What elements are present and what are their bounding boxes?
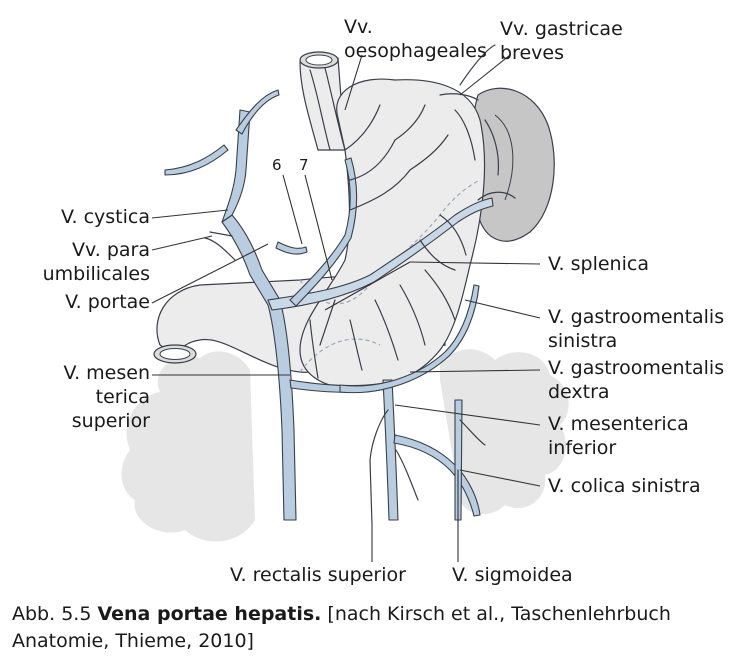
label-v-mesenterica-superior [10, 361, 150, 433]
label-line: umbilicales [42, 263, 150, 285]
label-v-sigmoidea: V. sigmoidea [452, 564, 573, 586]
label-line: V. gastroomentalis [548, 306, 725, 328]
label-line: breves [500, 42, 564, 64]
caption-source: [nach Kirsch et al., Taschenlehrbuch Anatomie, Thieme, 2010] [12, 603, 671, 652]
label-number-7: 7 [299, 156, 309, 174]
label-vv-gastricae-breves [500, 17, 623, 65]
label-line: V. gastroomentalis [548, 357, 725, 379]
label-line: dextra [548, 381, 610, 403]
label-vv-oesophageales [344, 15, 487, 63]
label-line: superior [71, 410, 150, 432]
label-v-portae: V. portae [65, 291, 150, 313]
label-line: oesophageales [344, 40, 487, 62]
label-number-6: 6 [272, 156, 282, 174]
label-line: Vv. gastricae [500, 18, 623, 40]
label-line: Vv. [344, 16, 373, 38]
label-line: inferior [548, 437, 617, 459]
label-line: Vv. para [71, 239, 150, 261]
label-line: terica [95, 386, 150, 408]
label-v-gastroomentalis-sinistra [548, 305, 724, 353]
label-vv-para-umbilicales [10, 238, 150, 286]
caption-prefix: Abb. 5.5 [12, 603, 92, 625]
label-line: V. mesen [63, 362, 150, 384]
label-v-splenica: V. splenica [548, 253, 649, 275]
figure-caption [12, 601, 737, 655]
label-v-colica-sinistra: V. colica sinistra [548, 475, 701, 497]
label-line: V. mesenterica [548, 413, 689, 435]
label-v-gastroomentalis-dextra [548, 356, 724, 404]
label-v-rectalis-superior: V. rectalis superior [230, 564, 406, 586]
label-v-cystica: V. cystica [60, 206, 150, 228]
label-line: sinistra [548, 330, 618, 352]
label-v-mesenterica-inferior [548, 412, 689, 460]
caption-title: Vena portae hepatis. [97, 603, 322, 625]
